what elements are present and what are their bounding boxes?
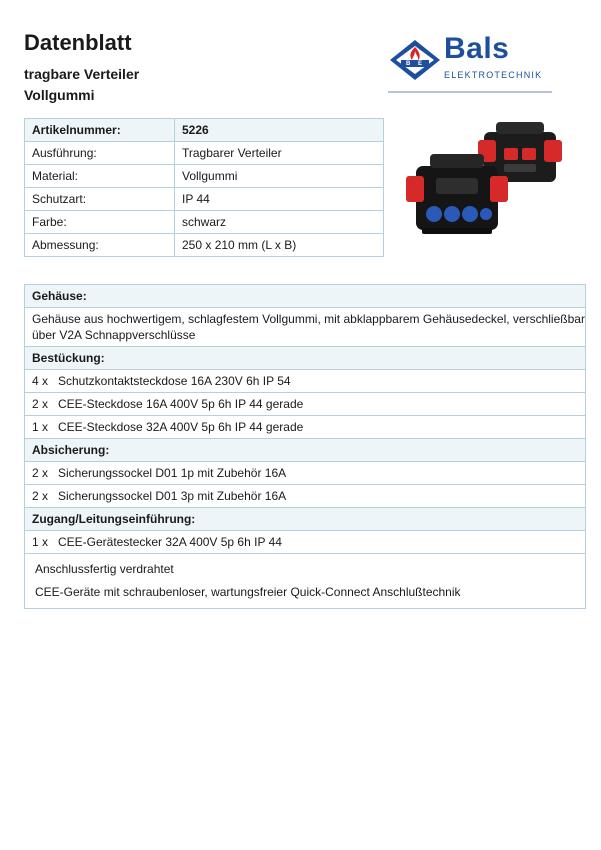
company-logo — [388, 32, 556, 96]
page-title: Datenblatt — [24, 30, 132, 55]
section-header-fusing — [25, 439, 586, 462]
housing-description-row — [25, 308, 586, 347]
details-table — [24, 284, 586, 609]
list-item — [25, 370, 586, 393]
item-quantity: 2 x — [32, 397, 49, 411]
logo-subtitle: ELEKTROTECHNIK — [444, 70, 543, 80]
section-header-equipment — [25, 347, 586, 370]
spec-key: Farbe: — [25, 211, 175, 234]
list-item — [25, 531, 586, 554]
housing-description — [25, 308, 586, 347]
item-quantity: 1 x — [32, 535, 49, 549]
spec-value: 250 x 210 mm (L x B) — [175, 234, 384, 257]
note-line: CEE-Geräte mit schraubenloser, wartungsfreier Quick-Connect Anschlußtechnik — [35, 585, 461, 599]
notes — [25, 554, 586, 609]
spec-key: Ausführung: — [25, 142, 175, 165]
list-item — [25, 485, 586, 508]
spec-key: Material: — [25, 165, 175, 188]
section-heading: Absicherung: — [25, 439, 586, 462]
spec-row-dimensions — [25, 234, 384, 257]
item-text: Schutzkontaktsteckdose 16A 230V 6h IP 54 — [58, 374, 291, 388]
distribution-box-image — [396, 118, 574, 238]
page-subtitle-product-type: tragbare Verteiler — [24, 66, 140, 82]
list-item — [25, 416, 586, 439]
item-quantity: 1 x — [32, 420, 49, 434]
item-quantity: 2 x — [32, 466, 49, 480]
spec-row-material — [25, 165, 384, 188]
spec-value: IP 44 — [175, 188, 384, 211]
spec-key: Abmessung: — [25, 234, 175, 257]
spec-row-color — [25, 211, 384, 234]
spec-key: Artikelnummer: — [25, 119, 175, 142]
logo-divider — [388, 91, 552, 93]
list-item — [25, 393, 586, 416]
item-text: Sicherungssockel D01 1p mit Zubehör 16A — [58, 466, 287, 480]
note-line: Anschlussfertig verdrahtet — [35, 562, 174, 576]
spec-row-execution — [25, 142, 384, 165]
item-text: CEE-Gerätestecker 32A 400V 5p 6h IP 44 — [58, 535, 282, 549]
item-text: CEE-Steckdose 16A 400V 5p 6h IP 44 gerade — [58, 397, 304, 411]
section-header-inlet — [25, 508, 586, 531]
logo-mark-icon — [388, 38, 442, 82]
housing-description-line: über V2A Schnappverschlüsse — [32, 328, 196, 342]
spec-key: Schutzart: — [25, 188, 175, 211]
spec-row-protection — [25, 188, 384, 211]
logo-letters: B E — [406, 61, 426, 67]
section-heading: Gehäuse: — [25, 285, 586, 308]
spec-value: Tragbarer Verteiler — [175, 142, 384, 165]
housing-description-line: Gehäuse aus hochwertigem, schlagfestem Vollgummi, mit abklappbarem Gehäusedeckel, verschließbar — [32, 312, 585, 326]
item-text: Sicherungssockel D01 3p mit Zubehör 16A — [58, 489, 287, 503]
page-subtitle-material: Vollgummi — [24, 87, 95, 103]
item-quantity: 4 x — [32, 374, 49, 388]
item-quantity: 2 x — [32, 489, 49, 503]
spec-row-article-number — [25, 119, 384, 142]
list-item — [25, 462, 586, 485]
item-text: CEE-Steckdose 32A 400V 5p 6h IP 44 gerade — [58, 420, 304, 434]
section-header-housing — [25, 285, 586, 308]
spec-table — [24, 118, 384, 257]
spec-value: 5226 — [175, 119, 384, 142]
notes-row — [25, 554, 586, 609]
spec-value: Vollgummi — [175, 165, 384, 188]
spec-value: schwarz — [175, 211, 384, 234]
logo-name: Bals — [444, 32, 510, 65]
section-heading: Zugang/Leitungseinführung: — [25, 508, 586, 531]
section-heading: Bestückung: — [25, 347, 586, 370]
